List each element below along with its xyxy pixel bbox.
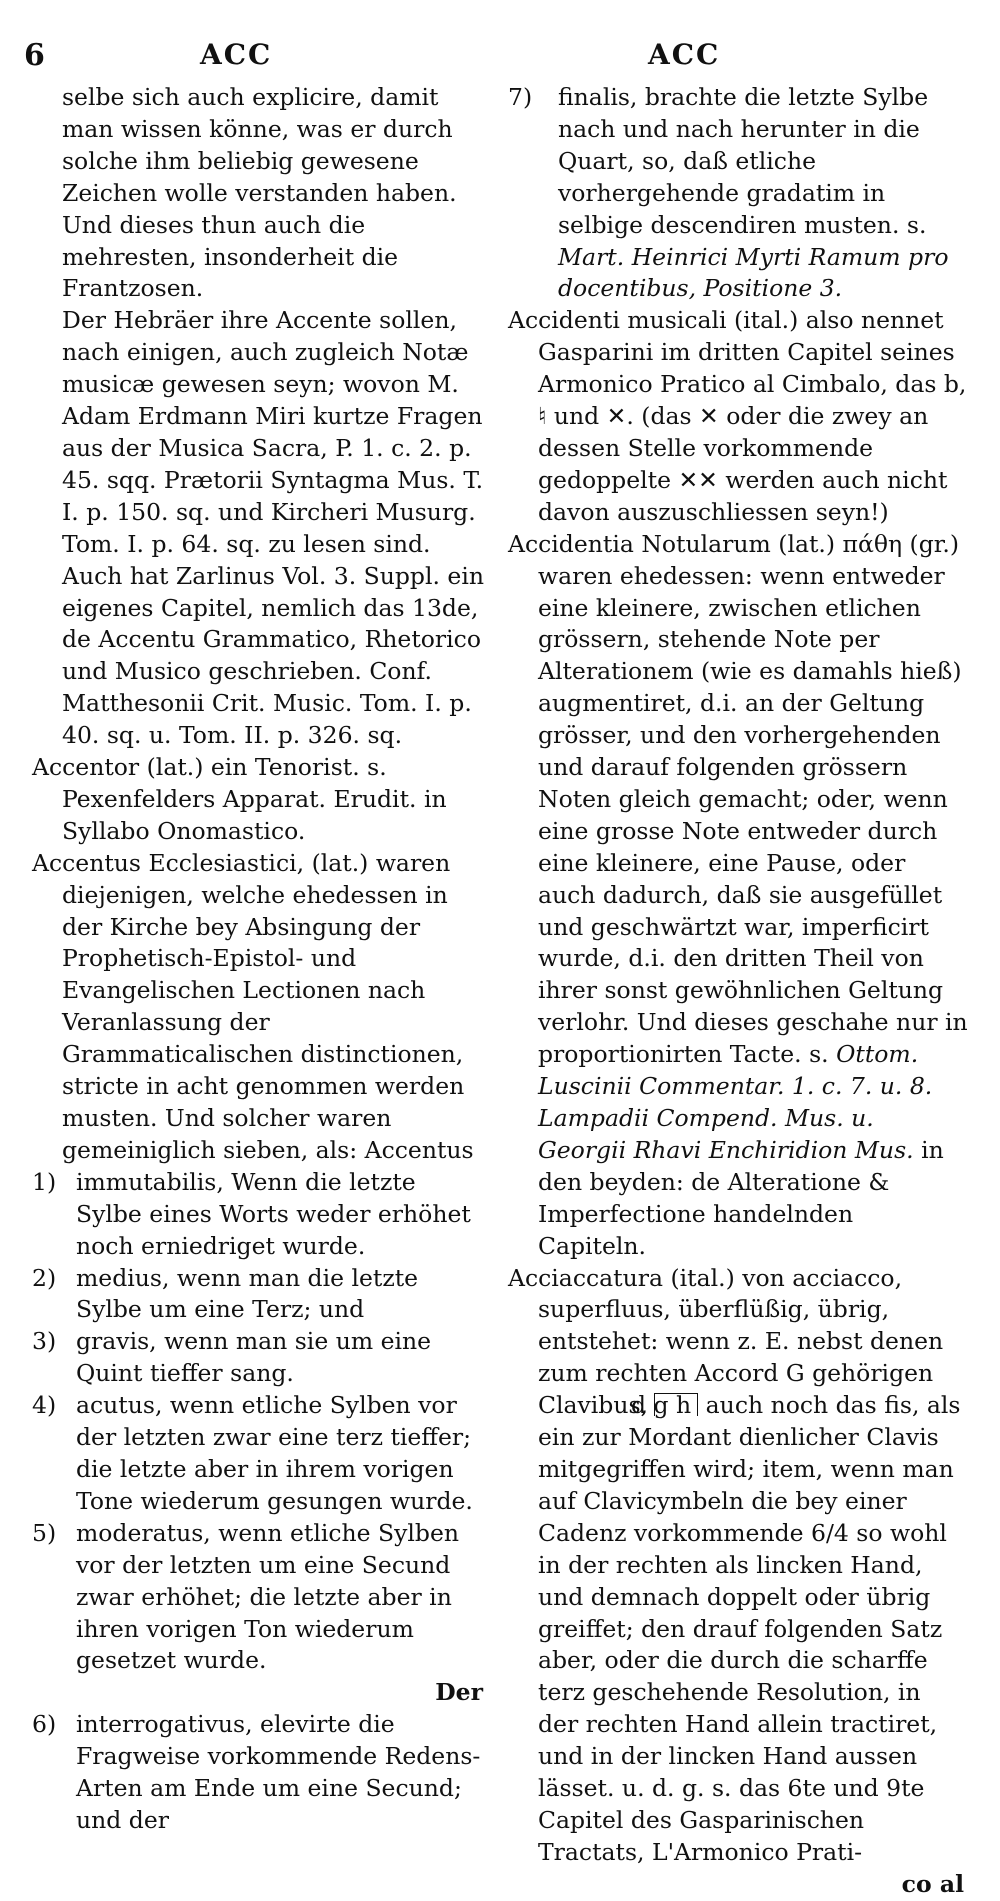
item-text: interrogativus, elevirte die Fragweise vorkommende Redens-Arten am Ende um eine Secund; und der [76, 1710, 481, 1834]
list-item [32, 1167, 487, 1263]
list-item [32, 1518, 487, 1678]
entry-acciaccatura [508, 1263, 968, 1869]
list-item [508, 82, 968, 305]
entry-text: Accidentia Notularum (lat.) πάθη (gr.) waren ehedessen: wenn entweder eine kleinere, zwischen etlichen grössern, stehende Note per Alterationem (wie es damahls hieß) augmentiret, d.i. an der Geltung grösser, und den vorhergehenden und darauf folgenden grössern Noten gleich gemacht; oder, wenn eine grosse Note entweder durch eine kleinere, eine Pause, oder auch dadurch, daß sie ausgefüllet und geschwärtzt war, imperficirt wurde, d.i. den dritten Theil von ihrer sonst gewöhnlichen Geltung verlohr. Und dieses geschahe nur in proportionirten Tacte. s. [508, 529, 968, 1069]
item-text: moderatus, wenn etliche Sylben vor der letzten um eine Secund zwar erhöhet; die letzte aber in ihren vorigen Ton wiederum gesetzet wurde. [76, 1518, 459, 1675]
paragraph-continuation: selbe sich auch explicire, damit man wissen könne, was er durch solche ihm beliebig gewesene Zeichen wolle verstanden haben. Und dieses thun auch die mehresten, insonderheit die Frantzosen. [62, 83, 457, 303]
entry-accentor: Accentor (lat.) ein Tenorist. s. Pexenfelders Apparat. Erudit. in Syllabo Onomastico. [32, 753, 447, 845]
chord-bracket: d g h [654, 1393, 698, 1416]
entry-accentus-ecclesiastici: Accentus Ecclesiastici, (lat.) waren diejenigen, welche ehedessen in der Kirche bey Absingung der Prophetisch-Epistol- und Evangelischen Lectionen nach Veranlassung der Grammaticalischen distinctionen, stricte in acht genommen werden musten. Und solcher waren gemeiniglich sieben, als: Accentus [32, 848, 474, 1164]
catchword-right: co al [901, 1869, 964, 1898]
running-head-left: ACC [200, 38, 273, 71]
entry-accidentia-notularum [508, 529, 968, 1263]
item-number: 4) [32, 1391, 57, 1420]
item-text: gravis, wenn man sie um eine Quint tieffer sang. [76, 1327, 432, 1388]
running-head-right: ACC [648, 38, 721, 71]
paragraph-hebrew-accents: Der Hebräer ihre Accente sollen, nach einigen, auch zugleich Notæ musicæ gewesen seyn; wovon M. Adam Erdmann Miri kurtze Fragen aus der Musica Sacra, P. 1. c. 2. p. 45. sqq. Prætorii Syntagma Mus. T. I. p. 150. sq. und Kircheri Musurg. Tom. I. p. 64. sq. zu lesen sind. [62, 306, 484, 558]
entry-text-continued: auch noch das fis, als ein zur Mordant dienlicher Clavis mitgegriffen wird; item, wenn man auf Clavicymbeln die bey einer Cadenz vorkommende 6/4 so wohl in der rechten als lincken Hand, und demnach doppelt oder übrig greiffet; den drauf folgenden Satz aber, oder die durch die scharffe terz geschehende Resolution, in der rechten Hand allein tractiret, und in der lincken Hand aussen lässet. u. d. g. s. das 6te und 9te Capitel des Gasparinischen Tractats, L'Armonico Prati- [538, 1391, 961, 1866]
entry-accidenti-musicali: Accidenti musicali (ital.) also nennet Gasparini im dritten Capitel seines Armonico Pratico al Cimbalo, das b, ♮ und ✕. (das ✕ oder die zwey an dessen Stelle vorkommende gedoppelte ✕✕ werden auch nicht davon auszuschliessen seyn!) [508, 306, 967, 526]
right-column [508, 82, 968, 1901]
item-text-finalis [558, 82, 968, 305]
list-item [32, 1390, 487, 1518]
item-number: 6) [32, 1710, 57, 1739]
reference-myrti: Mart. Heinrici Myrti Ramum pro docentibus, Positione 3. [558, 242, 949, 303]
list-item [32, 1326, 487, 1390]
entry-text: Acciaccatura (ital.) von acciacco, superfluus, überflüßig, übrig, entstehet: wenn z. E. nebst denen zum rechten Accord G gehörigen Clavibus, [508, 1263, 944, 1420]
item-number: 5) [32, 1518, 57, 1547]
item-text: acutus, wenn etliche Sylben vor der letzten zwar eine terz tieffer; die letzte aber in ihrem vorigen Tone wiederum gesungen wurde. [76, 1391, 473, 1515]
item-text: immutabilis, Wenn die letzte Sylbe eines Worts weder erhöhet noch erniedriget wurde. [76, 1167, 471, 1260]
item-number: 2) [32, 1263, 57, 1292]
item-number: 7) [508, 83, 533, 111]
list-item [32, 1709, 487, 1837]
left-column [32, 82, 487, 1837]
reference-luscinius: Ottom. Luscinii Commentar. 1. c. 7. u. 8. Lampadii Compend. Mus. u. Georgii Rhavi Enchiridion Mus. [538, 1040, 933, 1164]
list-item [32, 1263, 487, 1327]
page-number: 6 [24, 38, 47, 73]
item-number: 3) [32, 1327, 57, 1356]
item-number: 1) [32, 1167, 57, 1196]
entry-text-end: in den beyden: de Alteratione & Imperfectione handelnden Capiteln. [538, 1135, 944, 1260]
paragraph-zarlinus: Auch hat Zarlinus Vol. 3. Suppl. ein eigenes Capitel, nemlich das 13de, de Accentu Grammatico, Rhetorico und Musico geschrieben. Conf. Matthesonii Crit. Music. Tom. I. p. 40. sq. u. Tom. II. p. 326. sq. [62, 561, 484, 750]
item-text: finalis, brachte die letzte Sylbe nach und nach herunter in die Quart, so, daß etliche vorhergehende gradatim in selbige descendiren musten. s. [558, 83, 929, 239]
catchword-left: Der [435, 1678, 483, 1707]
item-text: medius, wenn man die letzte Sylbe um eine Terz; und [76, 1263, 419, 1324]
